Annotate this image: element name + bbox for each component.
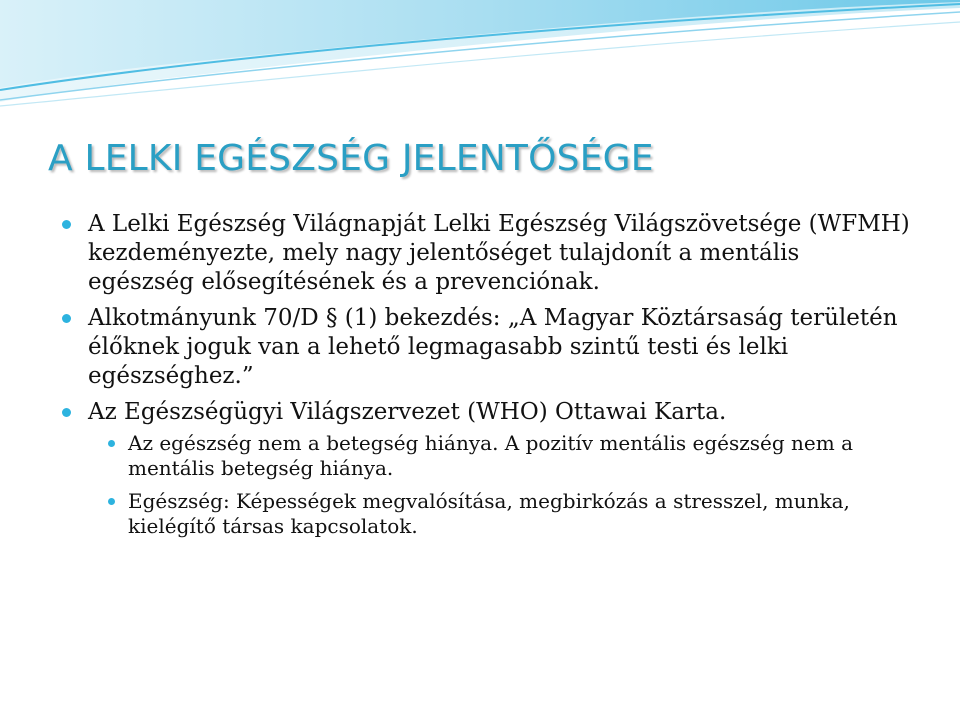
- sub-bullet-dot-icon: [108, 440, 115, 447]
- bullet-dot-icon: [62, 314, 71, 323]
- bullet-dot-icon: [62, 220, 71, 229]
- slide-title: A LELKI EGÉSZSÉG JELENTŐSÉGE: [48, 138, 654, 179]
- sub-bullet-text: Egészség: Képességek megvalósítása, megbirkózás a stresszel, munka, kielégítő társas kapcsolatok.: [128, 489, 850, 538]
- slide-body: [62, 210, 912, 547]
- sub-bullet-dot-icon: [108, 498, 115, 505]
- bullet-list: [62, 210, 912, 539]
- sub-bullet-list: [88, 431, 912, 539]
- sub-bullet-item: [88, 431, 912, 481]
- sub-bullet-text: Az egészség nem a betegség hiánya. A pozitív mentális egészség nem a mentális betegség hiánya.: [128, 431, 854, 480]
- bullet-item: [62, 210, 912, 297]
- bullet-item: [62, 304, 912, 391]
- bullet-text: A Lelki Egészség Világnapját Lelki Egészség Világszövetsége (WFMH) kezdeményezte, mely nagy jelentőséget tulajdonít a mentális egészség elősegítésének és a prevenciónak.: [88, 211, 910, 295]
- sub-bullet-item: [88, 489, 912, 539]
- bullet-dot-icon: [62, 408, 71, 417]
- header-wave-decoration: [0, 0, 960, 110]
- bullet-text: Alkotmányunk 70/D § (1) bekezdés: „A Magyar Köztársaság területén élőknek joguk van a lehető legmagasabb szintű testi és lelki egészséghez.”: [88, 305, 898, 389]
- bullet-text: Az Egészségügyi Világszervezet (WHO) Ottawai Karta.: [88, 399, 727, 425]
- bullet-item: [62, 398, 912, 539]
